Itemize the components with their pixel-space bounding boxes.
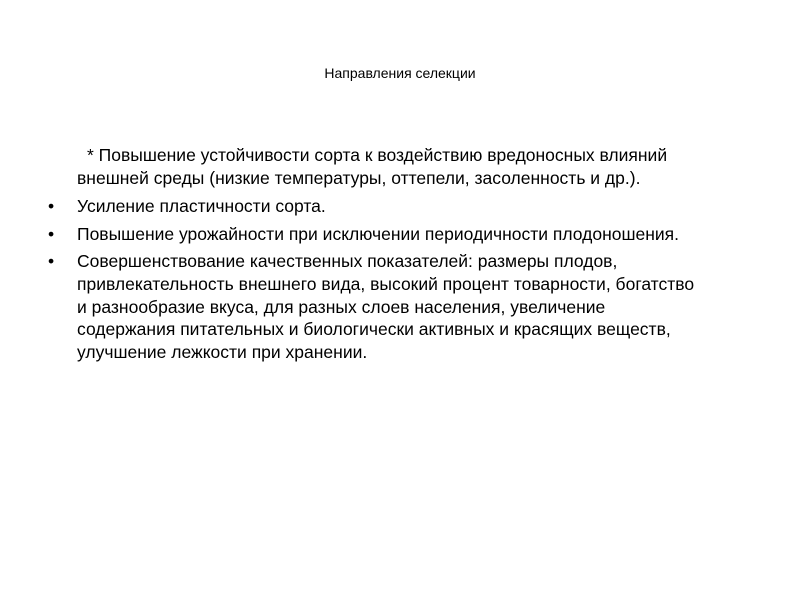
list-item	[48, 250, 708, 363]
bullet-icon: •	[48, 223, 55, 244]
list-item	[48, 223, 708, 246]
list-item	[48, 195, 708, 218]
bullet-icon: •	[48, 196, 55, 217]
slide-title: Направления селекции	[324, 65, 476, 81]
bullet-list	[48, 195, 708, 363]
intro-paragraph: * Повышение устойчивости сорта к воздействию вредоносных влияний внешней среды (низкие температуры, оттепели, засоленность и др.).	[77, 145, 668, 188]
list-item-text: Повышение урожайности при исключении периодичности плодоношения.	[77, 223, 680, 244]
list-item-text: Усиление пластичности сорта.	[77, 196, 326, 217]
slide-body	[48, 144, 708, 368]
list-item-text: Совершенствование качественных показателей: размеры плодов, привлекательность внешнего вида, высокий процент товарности, богатство и разнообразие вкуса, для разных слоев населения, увеличение содержания питательных и биологически активных и красящих веществ, улучшение лежкости при хранении.	[77, 251, 695, 362]
bullet-icon: •	[48, 251, 55, 272]
